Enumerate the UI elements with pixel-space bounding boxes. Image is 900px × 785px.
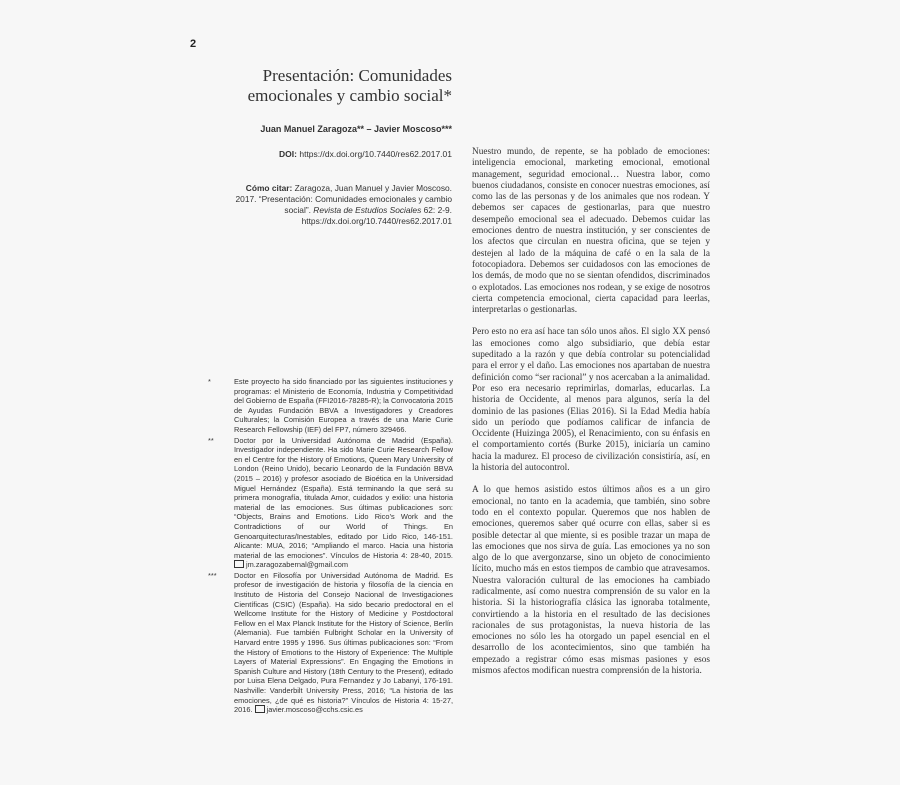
footnote-text: Doctor en Filosofía por Universidad Autónoma de Madrid. Es profesor de investigación de historia y filosofía de la ciencia en Instituto de Historia del Consejo Nacional de Investigaciones Científicas (CSIC) (España). Ha sido becario predoctoral en el Wellcome Institute for the History of Medicine y Postdoctoral Fellow en el Max Planck Institute for the History of Science, Berlín (Alemania). Fue también Fulbright Scholar en la University of Harvard entre 1995 y 1996. Sus últimas publicaciones son: “From the History of Emotions to the History of Experience: The Multiple Layers of Material Expressions”. En Engaging the Emotions in Spanish Culture and History (18th Century to the Present), editado por Luisa Elena Delgado, Pura Fernandez y Jo Labanyi, 176-191. Nashville: Vanderbilt University Press, 2016; “La historia de las emociones, ¿de qué es historia?” Vínculos de Historia 4: 15-27, 2016. xyxy=(234,570,453,715)
citation-journal: Revista de Estudios Sociales xyxy=(313,205,422,215)
footnote-text: Doctor por la Universidad Autónoma de Madrid (España). Investigador independiente. Ha sido Marie Curie Research Fellow en el Centre for the History of Emotions, Queen Mary University of London (Reino Unido), becario Leonardo de la Fundación BBVA (2015 – 2016) y profesor asociado de Bioética en la Universidad Miguel Hernández (España). Está terminando la que será su primera monografía, titulada Amor, cuidados y exilio: una historia material de las emociones. Sus últimas publicaciones son: “Objects, Brains and Emotions. Lido Rico’s Work and the Contradictions of our World of Things. En Genoarquitecturas/Inestables, editado por Lido Rico, 146-151. Alicante: MUA, 2016; “Ampliando el marco. Hacia una historia material de las emociones”. Vínculos de Historia 4: 28-40, 2015. xyxy=(234,435,453,560)
body-paragraph: A lo que hemos asistido estos últimos años es a un giro emocional, no tanto en la academia, que también, sino sobre todo en el contexto popular. Queremos que nos hablen de emociones, queremos saber qué ocurre con ellas, saber si es posible detectar al que miente, si es posible trazar un mapa de las emociones que nos sirva de guía. Las emociones ya no son algo de lo que avergonzarse, sino un objeto de conocimiento lícito, mucho más en estos tiempos de cambio que atravesamos. Nuestra valoración cultural de las emociones ha cambiado radicalmente, así como nuestra comprensión de su valor en la historia. Si la historiografía clásica las ignoraba totalmente, convirtiendo a la historia en el resultado de las decisiones racionales de sus protagonistas, la nueva historia de las emociones no sólo les ha otorgado un papel esencial en el desarrollo de los acontecimientos, sino que también ha empezado a registrar cómo esas mismas pasiones y esos mismos afectos modifican nuestra comprensión de la historia. xyxy=(472,485,710,677)
footnote xyxy=(208,571,453,715)
mail-icon xyxy=(234,560,244,568)
footnote-mark: * xyxy=(208,377,211,386)
footnote xyxy=(208,436,453,570)
footnote xyxy=(208,377,453,435)
doi-link[interactable]: https://dx.doi.org/10.7440/res62.2017.01 xyxy=(299,149,452,159)
citation xyxy=(228,183,452,227)
page-number: 2 xyxy=(190,38,197,50)
footnote-mark: ** xyxy=(208,435,214,445)
doi xyxy=(200,149,452,159)
footnotes xyxy=(208,377,453,716)
authors: Juan Manuel Zaragoza** – Javier Moscoso*** xyxy=(260,124,452,134)
footnote-mark: *** xyxy=(208,570,217,580)
citation-text: Zaragoza, Juan Manuel y Javier Moscoso. 2017. “Presentación: Comunidades emocionales y cambio social”. xyxy=(235,183,452,215)
body-text xyxy=(472,147,710,688)
article-title: Presentación: Comunidades emocionales y cambio social* xyxy=(247,66,452,105)
mail-icon xyxy=(255,705,265,713)
citation-ref: 62: 2-9. https://dx.doi.org/10.7440/res62.2017.01 xyxy=(301,205,452,226)
footnote-text-wrap xyxy=(234,571,453,715)
footnote-email[interactable]: javier.moscoso@cchs.csic.es xyxy=(266,705,363,715)
body-paragraph: Pero esto no era así hace tan sólo unos años. El siglo XX pensó las emociones como algo subsidiario, que debía estar supeditado a la razón y que debía controlar su potencialidad para el error y el daño. Las emociones nos apartaban de nuestra definición como “ser racional” y nos acercaban a la animalidad. Por eso era necesario reprimirlas, domarlas, educarlas. La historia de Occidente, al menos para algunos, sería la del dominio de las pasiones (Elias 2016). Si la Edad Media había sido un período que podíamos calificar de infancia de Occidente (Huizinga 2005), el Renacimiento, con su énfasis en el comportamiento cortés (Burke 2015), iniciaría un camino hacia la madurez. El proceso de civilización consistiría, así, en la historia del autocontrol. xyxy=(472,327,710,474)
doi-label: DOI: xyxy=(279,149,297,159)
footnote-text: Este proyecto ha sido financiado por las siguientes instituciones y programas: el Ministerio de Economía, Industria y Competitividad del Gobierno de España (FFI2016-78285-R); la Convocatoria 2015 de Ayudas Fundación BBVA a Investigadores y Creadores Culturales; la Comisión Europea a través de una Marie Curie Research Fellowship (IEF) del FP7, número 329466. xyxy=(234,377,453,434)
footnote-text-wrap xyxy=(234,436,453,570)
footnote-email[interactable]: jm.zaragozabernal@gmail.com xyxy=(246,560,348,570)
body-paragraph: Nuestro mundo, de repente, se ha poblado de emociones: inteligencia emocional, marketing emocional, emotional management, seguridad emocional… Nuestra labor, como buenos ciudadanos, consiste en conocer nuestras emociones, así como las de las personas y de los animales que nos rodean. Y debemos ser capaces de gestionarlas, para que nuestro desempeño emocional sea el adecuado. Debemos cuidar las emociones dentro de nuestra institución, y ser conscientes de los afectos que circulan en nuestra oficina, que se tejen y destejen al lado de la máquina de café o en la sala de la fotocopiadora. Debemos ser cuidadosos con las emociones de los demás, de modo que no se sientan ofendidos, discriminados o explotados. Las emociones nos rodean, y se exige de nosotros cierta competencia emocional, cierta capacidad para leerlas, interpretarlas o gestionarlas. xyxy=(472,147,710,316)
citation-label: Cómo citar: xyxy=(245,183,293,193)
